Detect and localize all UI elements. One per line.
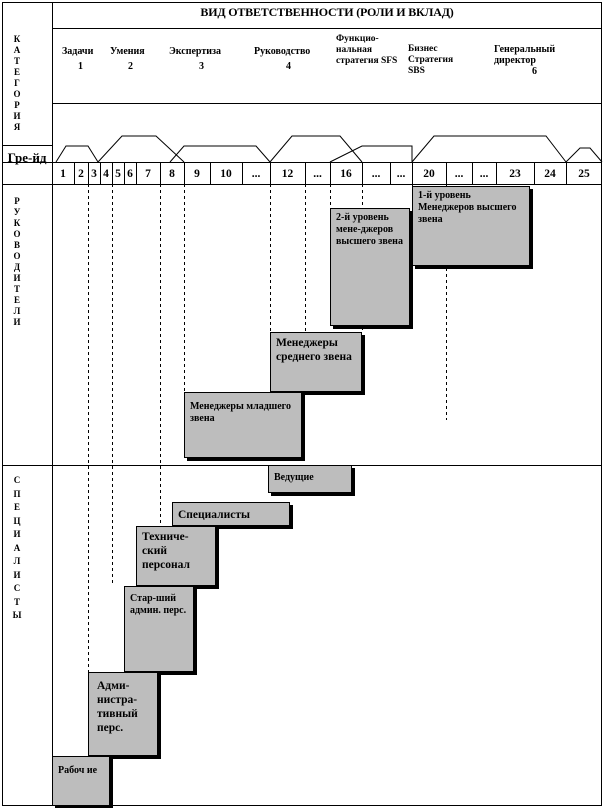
diagram-title: ВИД ОТВЕТСТВЕННОСТИ (РОЛИ И ВКЛАД) [200,5,454,19]
grade-cell: 24 [544,167,556,180]
grade-cell: 2 [78,167,84,180]
grade-cell: 8 [169,167,175,180]
role-specialists: Специалисты [172,502,290,526]
category-side-label: К А Т Е Г О Р И Я [13,34,21,132]
role-middle-managers: Менеджеры среднего звена [270,332,362,392]
role-admin-staff: Адми-нистра-тивный перс. [88,672,158,756]
managers-side-label: Р У К О В О Д И Т Е Л И [13,196,21,327]
category-ceo: Генеральный директор 6 [494,44,556,77]
category-expertise: Экспертиза 3 [169,46,222,72]
grade-cell: 9 [194,167,200,180]
role-senior-admin: Стар-ший админ. перс. [124,586,194,672]
grade-cell: ... [454,167,464,180]
grade-cell: 4 [103,167,109,180]
grade-cell: 5 [115,167,121,180]
grade-cell: 20 [423,167,435,180]
category-leadership: Руководство 4 [254,46,311,72]
specialists-side-label: С П Е Ц И А Л И С Т Ы [12,475,22,620]
category-functional-strategy: Функцио-нальная стратегия SFS [336,34,398,66]
category-tasks: Задачи 1 [62,46,94,72]
grade-cell: 7 [145,167,151,180]
role-top-managers-level-2: 2-й уровень мене-джеров высшего звена [330,208,410,326]
grade-cell: ... [371,167,381,180]
role-technical-staff: Техниче-ский персонал [136,526,216,586]
grade-cell: 3 [91,167,97,180]
grade-cell: 16 [340,167,352,180]
grade-cell: ... [396,167,406,180]
grade-cell: 25 [578,167,590,180]
grade-side-label: Гре-йд [7,150,47,165]
grade-cell: ... [313,167,322,180]
grade-cell: ... [251,167,261,180]
role-top-managers-level-1: 1-й уровень Менеджеров высшего звена [412,186,530,266]
grade-cell: ... [479,167,489,180]
role-leading: Ведущие [268,465,352,493]
grade-cell: 1 [60,167,66,180]
grade-cell: 23 [509,167,521,180]
category-skills: Умения 2 [110,46,145,72]
category-business-strategy: Бизнес Стратегия SBS [408,44,454,76]
grade-cell: 12 [281,167,294,180]
role-junior-managers: Менеджеры младшего звена [184,392,302,458]
grade-cell: 10 [220,167,232,180]
role-workers: Рабоч ие [52,756,110,806]
grade-cell: 6 [127,167,133,180]
